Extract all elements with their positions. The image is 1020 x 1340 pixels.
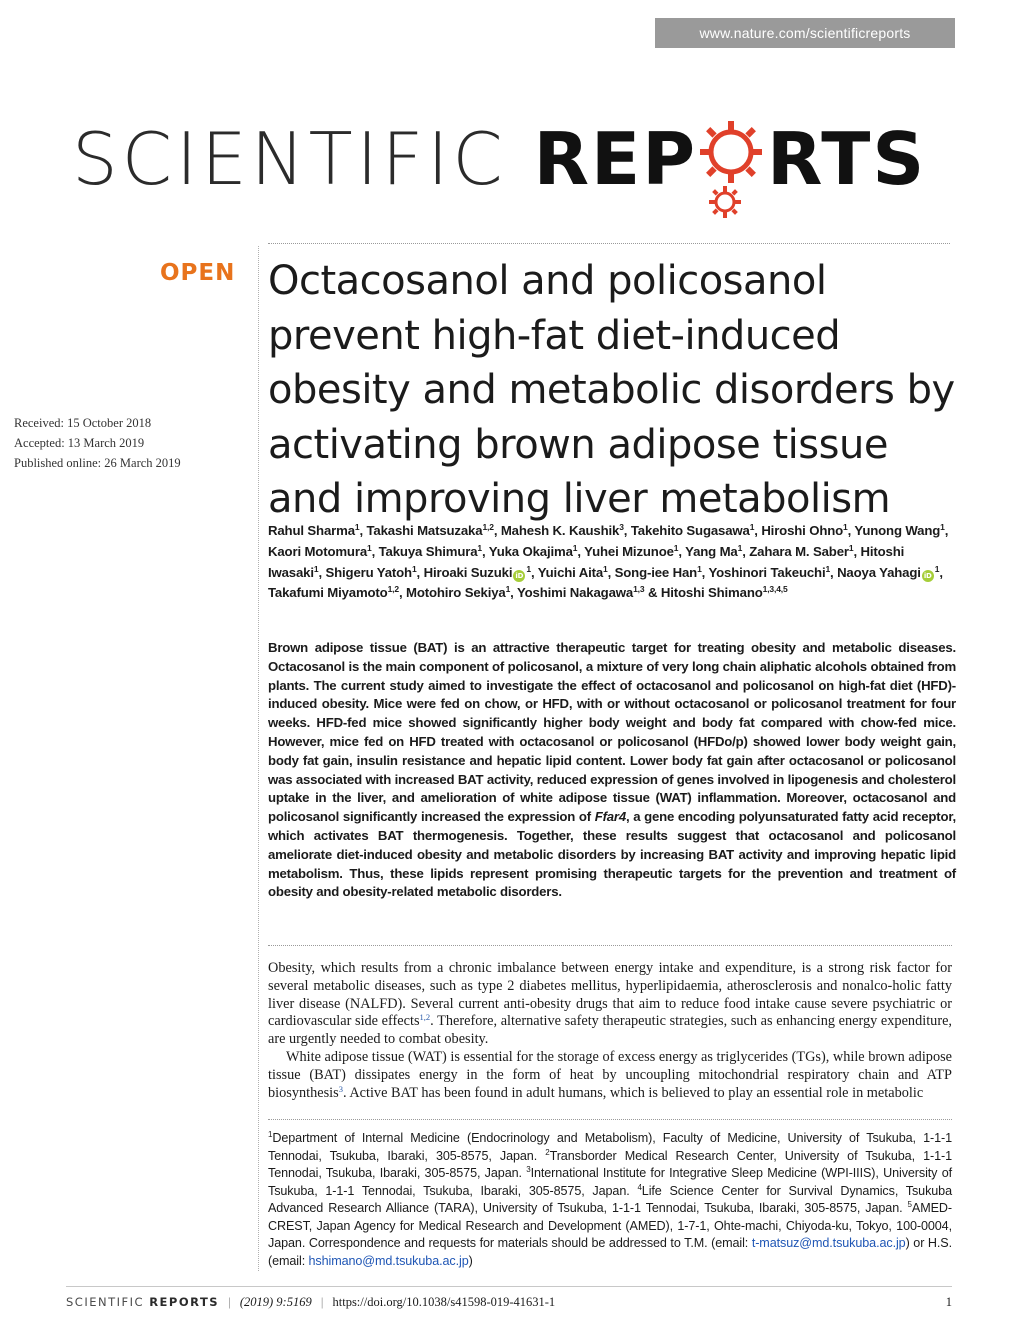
masthead-light-text: SCIENTIFIC — [72, 117, 507, 201]
author-separator: , — [359, 523, 367, 538]
author-entry — [749, 544, 860, 559]
footer-citation: (2019) 9:5169 — [239, 1295, 312, 1309]
author-entry — [424, 565, 538, 580]
body-p1-text-a: Obesity, which results from a chronic imbalance between energy intake and expenditure, is a strong risk factor for several metabolic diseases, such as type 2 diabetes mellitus, hyperlipidaemia, atherosclerosis and nonalco-holic fatty liver disease (NALFD). Several current anti-obesity drugs that aim to reduce food intake cause severe psychiatric or cardiovascular side effects — [268, 960, 952, 1030]
footer-journal-bold: REPORTS — [149, 1295, 220, 1309]
column-divider — [258, 246, 259, 1271]
author-affiliation-number: 1 — [737, 542, 743, 553]
masthead-bold-text-end: RTS — [767, 117, 927, 201]
author-affiliation-number: 1 — [697, 563, 702, 574]
author-name[interactable]: Takafumi Miyamoto — [268, 585, 388, 601]
author-name[interactable]: Motohiro Sekiya — [405, 585, 506, 601]
author-separator: , — [530, 564, 538, 580]
author-entry — [489, 544, 584, 559]
affiliation-text: Life Science Center for Survival Dynamics, Tsukuba Advanced Research Alliance (TARA), University of Tsukuba, 1-1-1 Tennodai, Tsukuba, Ibaraki, 305-8575, Japan. — [268, 1183, 952, 1215]
author-entry — [708, 565, 837, 580]
page-footer — [66, 1295, 952, 1313]
affiliation-text: ) or H.S. (email: — [268, 1236, 952, 1268]
body-paragraph-2 — [268, 1049, 952, 1102]
affiliation-text: AMED-CREST, Japan Agency for Medical Research and Development (AMED), 1-7-1, Ohte-machi, Chiyoda-ku, Tokyo, 100-0004, Japan. Correspondence and requests for materials should be addressed to T.M. (email: — [268, 1201, 952, 1250]
reference-link[interactable]: 1,2 — [419, 1012, 431, 1023]
author-entry — [268, 585, 406, 600]
author-affiliation-number: 1 — [354, 522, 360, 532]
author-affiliation-number: 1,2 — [482, 522, 494, 532]
affiliation-number: 1 — [268, 1130, 273, 1139]
gear-logo-icon — [697, 112, 767, 232]
affiliation-number: 4 — [637, 1182, 642, 1192]
affiliation-number: 3 — [526, 1165, 531, 1174]
author-name[interactable]: Yuka Okajima — [488, 543, 573, 559]
publication-dates — [14, 413, 181, 473]
author-entry — [631, 523, 761, 538]
author-affiliation-number: 3 — [619, 522, 624, 532]
author-affiliation-number: 1 — [848, 542, 854, 553]
author-name[interactable]: Rahul Sharma — [268, 523, 355, 538]
author-separator: , — [398, 585, 406, 601]
author-list — [268, 521, 958, 604]
author-name[interactable]: Takashi Matsuzaka — [366, 523, 483, 538]
footer-journal-name — [66, 1295, 219, 1309]
email-link-shimano[interactable]: hshimano@md.tsukuba.ac.jp — [308, 1253, 469, 1268]
author-entry — [325, 565, 423, 580]
author-name[interactable]: Hiroshi Ohno — [761, 523, 844, 538]
author-separator: & — [644, 585, 661, 601]
author-entry — [661, 585, 788, 600]
author-name[interactable]: Yuichi Aita — [537, 564, 604, 580]
author-affiliation-number: 1 — [934, 563, 940, 574]
abstract-gene-name: Ffar4 — [594, 809, 626, 825]
author-affiliation-number: 1 — [825, 563, 831, 574]
author-affiliation-number: 1,3,4,5 — [762, 584, 788, 595]
affiliation-text: Department of Internal Medicine (Endocrinology and Metabolism), Faculty of Medicine, University of Tsukuba, 1-1-1 Tennodai, Tsukuba, Ibaraki, 305-8575, Japan. — [268, 1131, 952, 1163]
author-entry — [379, 544, 489, 559]
author-affiliation-number: 1 — [367, 542, 372, 553]
author-name[interactable]: Takehito Sugasawa — [630, 523, 750, 538]
author-affiliation-number: 1,2 — [387, 584, 399, 595]
author-name[interactable]: Mahesh K. Kaushik — [500, 523, 620, 538]
accepted-date: Accepted: 13 March 2019 — [14, 436, 145, 450]
footer-journal-light: SCIENTIFIC — [66, 1295, 150, 1309]
author-separator: , — [944, 523, 949, 538]
affiliation-text: ) — [468, 1253, 473, 1268]
author-name[interactable]: Kaori Motomura — [268, 543, 368, 559]
abstract-text-part2: , a gene encoding polyunsaturated fatty acid receptor, which activates BAT thermogenesis. Together, these results suggest that octacosanol and policosanol ameliorate diet-induced obesity and metabolic disorders by increasing BAT activity and improving hepatic lipid metabolism. Thus, these lipids represent promising therapeutic targets for the prevention and treatment of obesity and obesity-related metabolic disorders. — [268, 809, 956, 900]
author-separator: , — [416, 564, 424, 580]
open-access-label: OPEN — [160, 260, 236, 286]
author-name[interactable]: Hiroaki Suzuki — [423, 564, 513, 580]
author-separator: , — [847, 523, 855, 538]
header-divider — [268, 243, 950, 244]
footer-separator: | — [320, 1295, 324, 1309]
affiliations — [268, 1130, 952, 1270]
author-name[interactable]: Hitoshi Shimano — [660, 585, 763, 601]
author-name[interactable]: Yunong Wang — [854, 523, 941, 538]
author-entry — [268, 544, 379, 559]
page-number: 1 — [945, 1295, 952, 1309]
author-separator: , — [493, 523, 501, 538]
footer-divider — [66, 1286, 952, 1287]
author-name[interactable]: Yoshinori Takeuchi — [708, 564, 826, 580]
author-separator: , — [510, 585, 517, 601]
author-affiliation-number: 1 — [843, 522, 848, 532]
received-date: Received: 15 October 2018 — [14, 416, 152, 430]
affiliations-divider — [268, 1119, 952, 1120]
affiliation-number: 2 — [545, 1147, 550, 1157]
author-name[interactable]: Hitoshi Iwasaki — [268, 543, 905, 580]
author-separator: , — [754, 523, 762, 538]
published-date: Published online: 26 March 2019 — [14, 456, 181, 470]
body-p2-text-a: White adipose tissue (WAT) is essential for the storage of excess energy as triglycerides (TGs), while brown adipose tissue (BAT) dissipates energy in the form of heat by uncoupling mitochondrial respiratory chain and ATP biosynthesis — [268, 1048, 952, 1101]
author-entry — [268, 523, 366, 538]
body-text — [268, 960, 952, 1102]
author-separator: , — [607, 564, 615, 580]
article-title: Octacosanol and policosanol prevent high-fat diet-induced obesity and metabolic disorders by activating brown adipose tissue and improving liver metabolism — [268, 258, 955, 522]
author-separator: , — [318, 564, 326, 580]
affiliation-text: Transborder Medical Research Center, University of Tsukuba, 1-1-1 Tennodai, Tsukuba, Ibaraki, 305-8575, Japan. — [268, 1148, 952, 1180]
email-link-matsuzaka[interactable]: t-matsuz@md.tsukuba.ac.jp — [751, 1236, 906, 1250]
body-p1-text-b: . Therefore, alternative safety therapeutic strategies, such as enhancing energy expenditure, are urgently needed to combat obesity. — [268, 1013, 952, 1048]
masthead-bold-text-start: REP — [533, 117, 697, 201]
author-separator: , — [701, 564, 709, 580]
body-p2-text-b: . Active BAT has been found in adult humans, which is believed to play an essential role in metabolic — [342, 1084, 924, 1101]
author-separator: , — [678, 543, 686, 559]
author-separator: , — [853, 543, 861, 559]
author-separator: , — [939, 564, 943, 580]
author-separator: , — [623, 523, 631, 538]
author-separator: , — [742, 543, 750, 559]
author-separator: , — [830, 564, 838, 580]
author-name[interactable]: Naoya Yahagi — [837, 564, 921, 580]
orcid-icon[interactable]: iD — [513, 570, 525, 582]
affiliation-number: 5 — [907, 1200, 912, 1209]
author-name[interactable]: Yang Ma — [685, 543, 738, 559]
author-affiliation-number: 1 — [673, 542, 679, 553]
author-separator: , — [371, 543, 379, 559]
author-entry — [685, 544, 749, 559]
author-affiliation-number: 1 — [313, 563, 319, 574]
author-entry — [538, 565, 615, 580]
author-affiliation-number: 1 — [477, 542, 482, 553]
body-paragraph-1 — [268, 960, 952, 1049]
author-name[interactable]: Takuya Shimura — [378, 543, 478, 559]
author-entry — [406, 585, 517, 600]
author-affiliation-number: 1 — [940, 522, 945, 532]
affiliation-text: International Institute for Integrative Sleep Medicine (WPI-IIIS), University of Tsukuba, 1-1-1 Tennodai, Tsukuba, Ibaraki, 305-8575, Japan. — [268, 1166, 952, 1198]
footer-separator: | — [228, 1295, 231, 1309]
author-affiliation-number: 1 — [749, 522, 755, 532]
abstract — [268, 639, 956, 902]
author-separator: , — [482, 543, 489, 559]
author-affiliation-number: 1 — [526, 563, 531, 574]
author-entry — [615, 565, 709, 580]
footer-doi-link[interactable]: https://doi.org/10.1038/s41598-019-41631-1 — [332, 1295, 556, 1309]
author-affiliation-number: 1 — [572, 542, 578, 553]
journal-url-bar[interactable] — [655, 18, 955, 48]
author-affiliation-number: 1 — [603, 563, 608, 574]
orcid-icon[interactable]: iD — [922, 570, 934, 582]
author-entry — [761, 523, 854, 538]
author-entry — [584, 544, 685, 559]
abstract-text-part1: Brown adipose tissue (BAT) is an attractive therapeutic target for treating obesity and metabolic diseases. Octacosanol is the main component of policosanol, a mixture of very long chain aliphatic alcohols obtained from plants. The current study aimed to investigate the effect of octacosanol and policosanol on high-fat diet (HFD)-induced obesity. Mice were fed on chow, or HFD, with or without octacosanol or policosanol treatment for four weeks. HFD-fed mice showed significantly higher body weight and body fat compared with chow-fed mice. However, mice fed on HFD treated with octacosanol or policosanol (HFDo/p) showed lower body weight gain, body fat gain, insulin resistance and hepatic lipid content. Lower body fat gain after octacosanol or policosanol was associated with increased BAT activity, reduced expression of genes involved in lipogenesis and cholesterol uptake in the liver, and amelioration of white adipose tissue (WAT) inflammation. Moreover, octacosanol and policosanol significantly increased the expression of — [268, 640, 956, 825]
author-name[interactable]: Yoshimi Nakagawa — [516, 585, 634, 601]
author-entry — [501, 523, 631, 538]
author-entry — [366, 523, 500, 538]
author-name[interactable]: Yuhei Mizunoe — [584, 543, 674, 559]
author-affiliation-number: 1 — [505, 584, 511, 595]
reference-link[interactable]: 3 — [338, 1083, 343, 1094]
abstract-divider — [268, 945, 952, 946]
journal-masthead — [72, 112, 927, 201]
author-entry — [837, 565, 943, 580]
journal-url[interactable]: www.nature.com/scientificreports — [699, 25, 911, 41]
author-separator: , — [577, 543, 585, 559]
author-affiliation-number: 1 — [411, 563, 417, 574]
author-affiliation-number: 1,3 — [633, 584, 645, 595]
author-entry — [517, 585, 661, 600]
author-name[interactable]: Zahara M. Saber — [749, 543, 849, 559]
author-name[interactable]: Shigeru Yatoh — [325, 564, 412, 580]
author-name[interactable]: Song-iee Han — [614, 564, 698, 580]
author-entry — [854, 523, 948, 538]
